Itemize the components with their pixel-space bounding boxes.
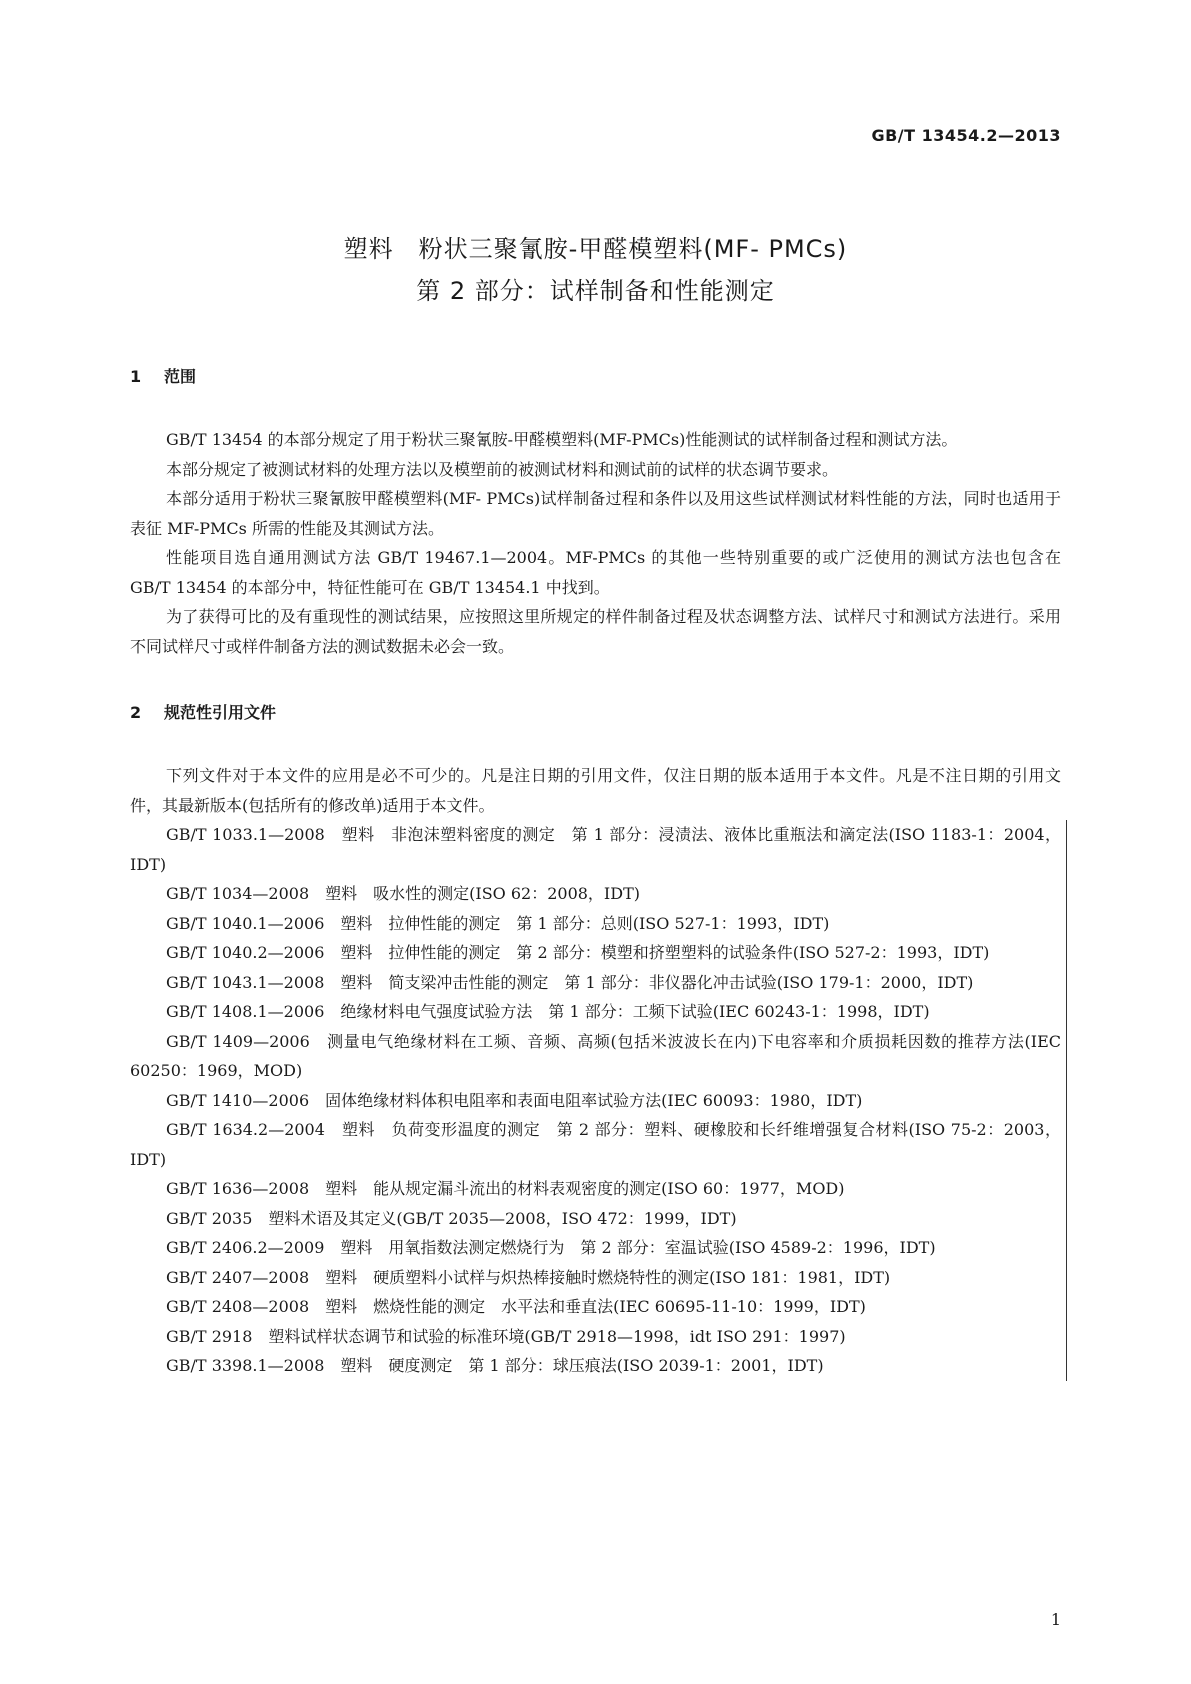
reference-item: GB/T 1040.1—2006 塑料 拉伸性能的测定 第 1 部分：总则(ISO 527-1：1993，IDT)	[166, 913, 830, 933]
document-title	[0, 228, 1191, 312]
title-line-2: 第 2 部分：试样制备和性能测定	[416, 277, 775, 305]
reference-list	[130, 820, 1061, 1381]
scope-paragraph: 为了获得可比的及有重现性的测试结果，应按照这里所规定的样件制备过程及状态调整方法、试样尺寸和测试方法进行。采用不同试样尺寸或样件制备方法的测试数据未必会一致。	[130, 607, 1061, 656]
section-2-heading	[130, 701, 1061, 725]
reference-item: GB/T 1040.2—2006 塑料 拉伸性能的测定 第 2 部分：模塑和挤塑塑料的试验条件(ISO 527-2：1993，IDT)	[166, 943, 990, 962]
reference-item: GB/T 1636—2008 塑料 能从规定漏斗流出的材料表观密度的测定(ISO 60：1977，MOD)	[166, 1179, 845, 1198]
reference-item: GB/T 1408.1—2006 绝缘材料电气强度试验方法 第 1 部分：工频下试验(IEC 60243-1：1998，IDT)	[166, 1002, 930, 1021]
reference-item: GB/T 1034—2008 塑料 吸水性的测定(ISO 62：2008，IDT)	[166, 884, 640, 903]
reference-item: GB/T 2406.2—2009 塑料 用氧指数法测定燃烧行为 第 2 部分：室温试验(ISO 4589-2：1996，IDT)	[166, 1238, 936, 1257]
reference-item: GB/T 2408—2008 塑料 燃烧性能的测定 水平法和垂直法(IEC 60695-11-10：1999，IDT)	[166, 1297, 866, 1316]
reference-item: GB/T 1033.1—2008 塑料 非泡沫塑料密度的测定 第 1 部分：浸渍法、液体比重瓶法和滴定法(ISO 1183-1：2004，IDT)	[130, 825, 1061, 874]
section-1-number: 1	[130, 367, 142, 386]
scope-paragraph: 本部分规定了被测试材料的处理方法以及模塑前的被测试材料和测试前的试样的状态调节要求。	[166, 459, 839, 479]
reference-item: GB/T 1634.2—2004 塑料 负荷变形温度的测定 第 2 部分：塑料、硬橡胶和长纤维增强复合材料(ISO 75-2：2003，IDT)	[130, 1120, 1061, 1169]
scope-paragraph: 本部分适用于粉状三聚氰胺甲醛模塑料(MF- PMCs)试样制备过程和条件以及用这些试样测试材料性能的方法，同时也适用于表征 MF-PMCs 所需的性能及其测试方法。	[130, 489, 1061, 538]
reference-item: GB/T 3398.1—2008 塑料 硬度测定 第 1 部分：球压痕法(ISO 2039-1：2001，IDT)	[166, 1356, 824, 1375]
title-line-1: 塑料 粉状三聚氰胺-甲醛模塑料(MF- PMCs)	[343, 235, 848, 263]
reference-item: GB/T 1043.1—2008 塑料 简支梁冲击性能的测定 第 1 部分：非仪器化冲击试验(ISO 179-1：2000，IDT)	[166, 972, 974, 992]
page-number: 1	[1050, 1610, 1061, 1629]
reference-item: GB/T 2407—2008 塑料 硬质塑料小试样与炽热棒接触时燃烧特性的测定(ISO 181：1981，IDT)	[166, 1267, 891, 1287]
document-body	[130, 365, 1061, 1381]
reference-item: GB/T 2035 塑料术语及其定义(GB/T 2035—2008，ISO 472：1999，IDT)	[166, 1208, 737, 1228]
change-bar	[1066, 820, 1067, 1381]
reference-item: GB/T 1410—2006 固体绝缘材料体积电阻率和表面电阻率试验方法(IEC 60093：1980，IDT)	[166, 1090, 863, 1110]
scope-paragraph: 性能项目选自通用测试方法 GB/T 19467.1—2004。MF-PMCs 的其他一些特别重要的或广泛使用的测试方法也包含在 GB/T 13454 的本部分中，特征性能可在 GB/T 13454.1 中找到。	[130, 548, 1061, 597]
section-1-heading	[130, 365, 1061, 389]
scope-paragraph: GB/T 13454 的本部分规定了用于粉状三聚氰胺-甲醛模塑料(MF-PMCs)性能测试的试样制备过程和测试方法。	[166, 430, 958, 449]
section-1-title: 范围	[164, 367, 197, 386]
section-2-title: 规范性引用文件	[164, 703, 277, 722]
references-intro: 下列文件对于本文件的应用是必不可少的。凡是注日期的引用文件，仅注日期的版本适用于本文件。凡是不注日期的引用文件，其最新版本(包括所有的修改单)适用于本文件。	[130, 766, 1061, 815]
reference-item: GB/T 1409—2006 测量电气绝缘材料在工频、音频、高频(包括米波波长在内)下电容率和介质损耗因数的推荐方法(IEC 60250：1969，MOD)	[130, 1031, 1061, 1080]
section-2-number: 2	[130, 703, 142, 722]
standard-number: GB/T 13454.2—2013	[871, 126, 1061, 145]
reference-item: GB/T 2918 塑料试样状态调节和试验的标准环境(GB/T 2918—1998，idt ISO 291：1997)	[166, 1326, 846, 1346]
